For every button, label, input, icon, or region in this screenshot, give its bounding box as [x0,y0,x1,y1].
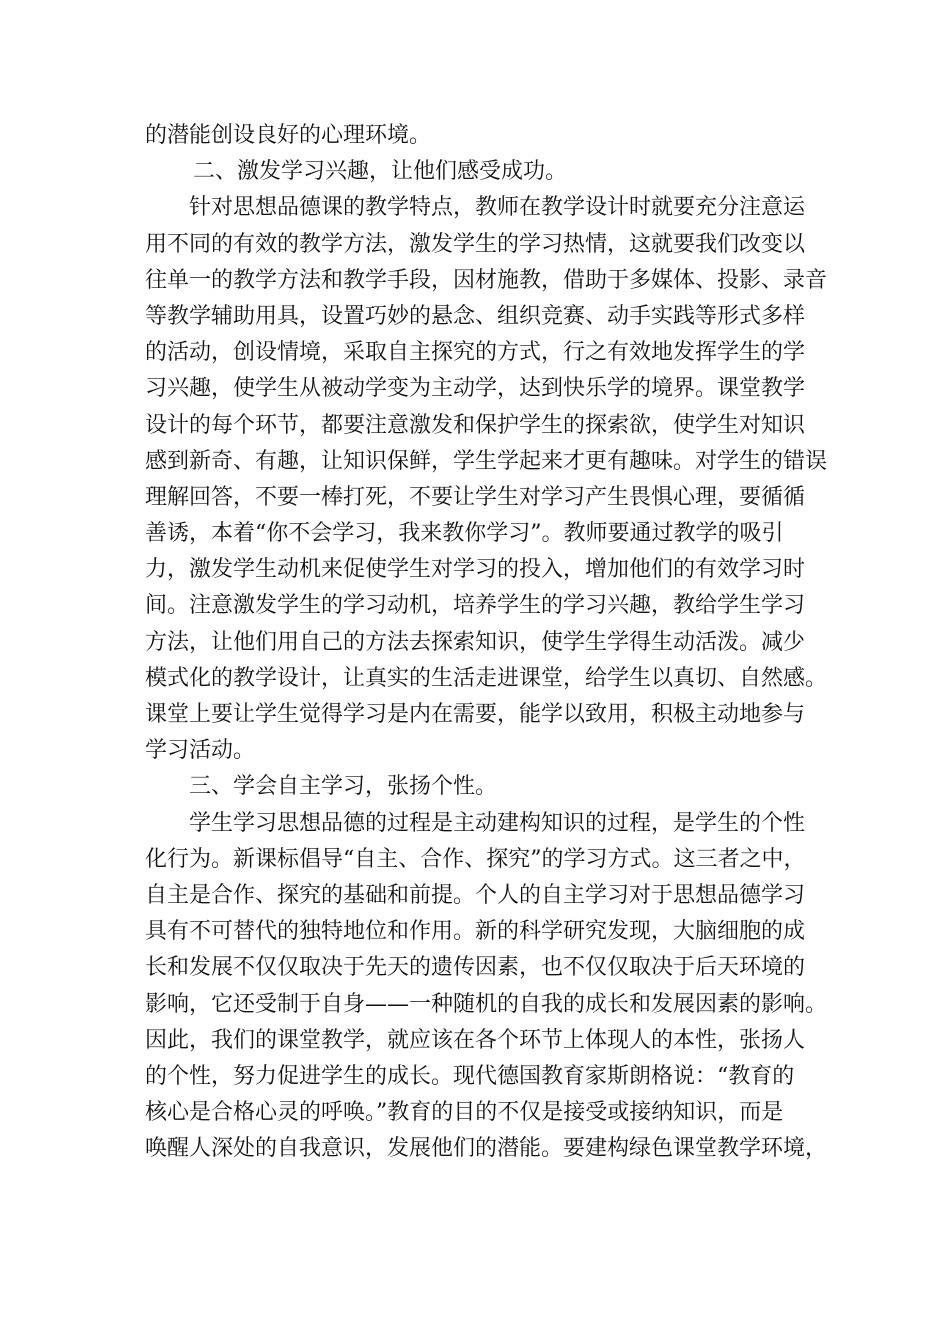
text-line: 的潜能创设良好的心理环境。 [145,123,432,148]
text-line: 感到新奇、有趣，让知识保鲜，学生学起来才更有趣味。对学生的错误 [145,448,828,474]
text-line: 的活动，创设情境，采取自主探究的方式，行之有效地发挥学生的学 [145,340,806,366]
text-line: 的个性，努力促进学生的成长。现代德国教育家斯朗格说：“教育的 [145,1063,795,1089]
text-line: 模式化的教学设计，让真实的生活走进课堂，给学生以真切、自然感。 [145,665,828,691]
text-line: 针对思想品德课的教学特点，教师在教学设计时就要充分注意运 [189,195,806,221]
section-heading: 三、学会自主学习，张扬个性。 [189,774,498,800]
text-line: 善诱，本着“你不会学习，我来教你学习”。教师要通过教学的吸引 [145,521,784,547]
text-line: 往单一的教学方法和教学手段，因材施教，借助于多媒体、投影、录音 [145,267,828,293]
text-line: 长和发展不仅仅取决于先天的遗传因素，也不仅仅取决于后天环境的 [145,955,806,981]
text-line: 课堂上要让学生觉得学习是内在需要，能学以致用，积极主动地参与 [145,702,806,727]
text-line: 学习活动。 [145,738,256,764]
text-line: 设计的每个环节，都要注意激发和保护学生的探索欲，使学生对知识 [145,412,806,438]
text-line: 间。注意激发学生的学习动机，培养学生的学习兴趣，教给学生学习 [145,593,806,619]
text-line: 化行为。新课标倡导“自主、合作、探究”的学习方式。这三者之中， [145,846,806,872]
text-line: 理解回答，不要一棒打死，不要让学生对学习产生畏惧心理，要循循 [145,484,806,510]
document-body [145,118,828,1167]
text-line: 唤醒人深处的自我意识，发展他们的潜能。要建构绿色课堂教学环境， [145,1136,828,1162]
text-line: 因此，我们的课堂教学，就应该在各个环节上体现人的本性，张扬人 [145,1027,806,1053]
text-line: 力，激发学生动机来促使学生对学习的投入，增加他们的有效学习时 [145,557,806,583]
text-line: 自主是合作、探究的基础和前提。个人的自主学习对于思想品德学习 [145,882,806,908]
section-heading: 二、激发学习兴趣，让他们感受成功。 [193,159,568,185]
text-line: 具有不可替代的独特地位和作用。新的科学研究发现，大脑细胞的成 [145,919,806,945]
text-line: 核心是合格心灵的呼唤。”教育的目的不仅是接受或接纳知识，而是 [145,1100,784,1126]
text-line: 用不同的有效的教学方法，激发学生的学习热情，这就要我们改变以 [145,231,806,257]
text-line: 习兴趣，使学生从被动学变为主动学，达到快乐学的境界。课堂教学 [145,376,806,402]
text-line: 影响，它还受制于自身——一种随机的自我的成长和发展因素的影响。 [145,991,828,1017]
text-line: 等教学辅助用具，设置巧妙的悬念、组织竞赛、动手实践等形式多样 [145,303,806,329]
text-line: 方法，让他们用自己的方法去探索知识，使学生学得生动活泼。减少 [145,629,806,655]
text-line: 学生学习思想品德的过程是主动建构知识的过程，是学生的个性 [189,810,806,836]
